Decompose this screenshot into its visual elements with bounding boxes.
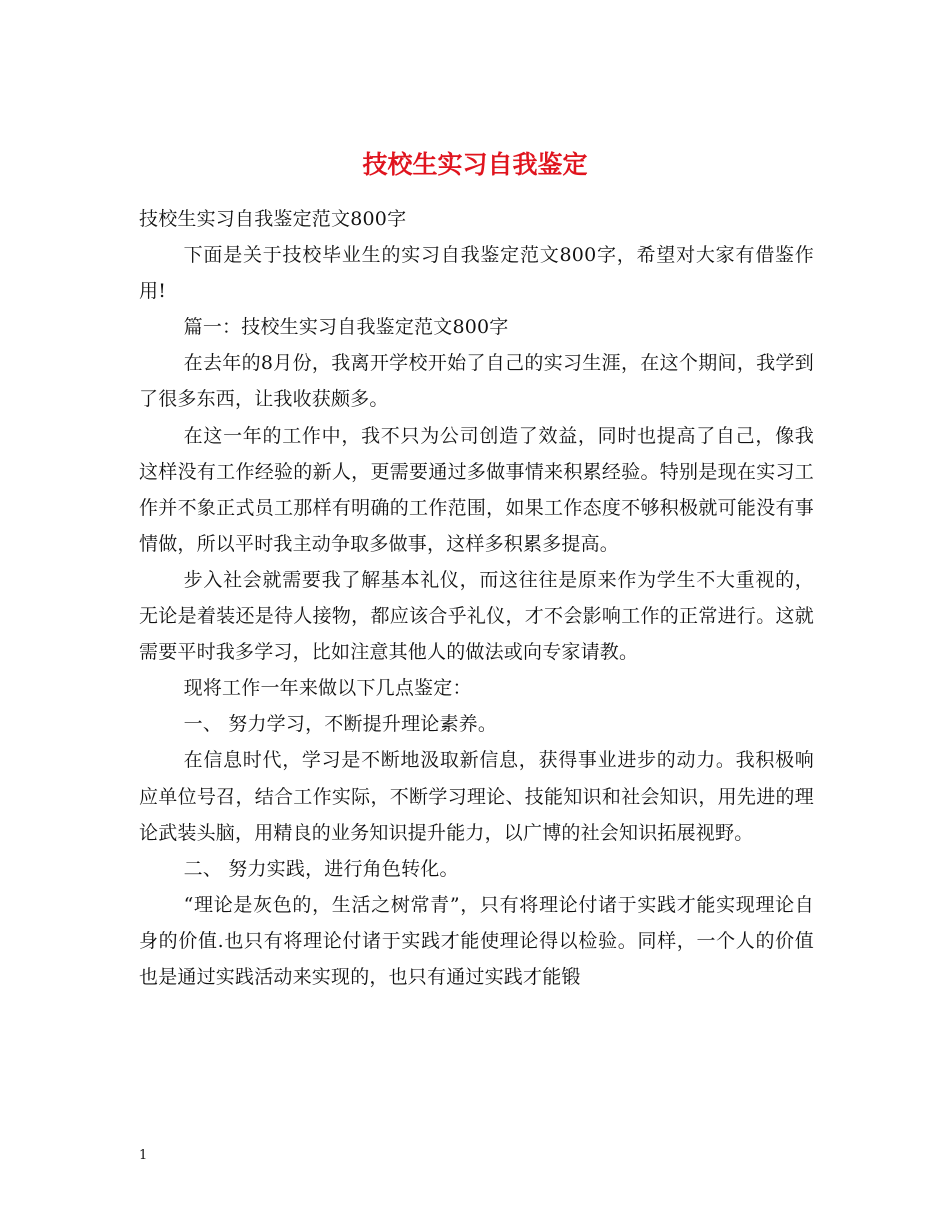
section-heading: 二、 努力实践，进行角色转化。 [183,857,459,880]
paragraph: 下面是关于技校毕业生的实习自我鉴定范文800字，希望对大家有借鉴作用! [139,244,814,303]
document-body [139,201,814,995]
page-number: 1 [139,1148,148,1163]
page-title: 技校生实习自我鉴定 [362,149,588,179]
paragraph: 步入社会就需要我了解基本礼仪，而这往往是原来作为学生不大重视的，无论是着装还是待人接物，都应该合乎礼仪，才不会影响工作的正常进行。这就需要平时我多学习，比如注意其他人的做法或向专家请教。 [139,568,814,664]
paragraph: 在这一年的工作中，我不只为公司创造了效益，同时也提高了自己，像我这样没有工作经验的新人，更需要通过多做事情来积累经验。特别是现在实习工作并不象正式员工那样有明确的工作范围，如果工作态度不够积极就可能没有事情做，所以平时我主动争取多做事，这样多积累多提高。 [139,424,814,555]
paragraph: 技校生实习自我鉴定范文800字 [139,208,407,230]
paragraph: “理论是灰色的，生活之树常青”，只有将理论付诸于实践才能实现理论自身的价值.也只有将理论付诸于实践才能使理论得以检验。同样，一个人的价值也是通过实践活动来实现的，也只有通过实践才能锻 [139,893,814,988]
paragraph: 篇一：技校生实习自我鉴定范文800字 [183,316,509,339]
section-heading: 一、 努力学习，不断提升理论素养。 [183,713,498,736]
paragraph: 在去年的8月份，我离开学校开始了自己的实习生涯，在这个期间，我学到了很多东西，让我收获颇多。 [139,352,814,411]
paragraph: 现将工作一年来做以下几点鉴定： [183,677,472,700]
paragraph: 在信息时代，学习是不断地汲取新信息，获得事业进步的动力。我积极响应单位号召，结合工作实际，不断学习理论、技能知识和社会知识，用先进的理论武装头脑，用精良的业务知识提升能力，以广博的社会知识拓展视野。 [139,749,814,844]
